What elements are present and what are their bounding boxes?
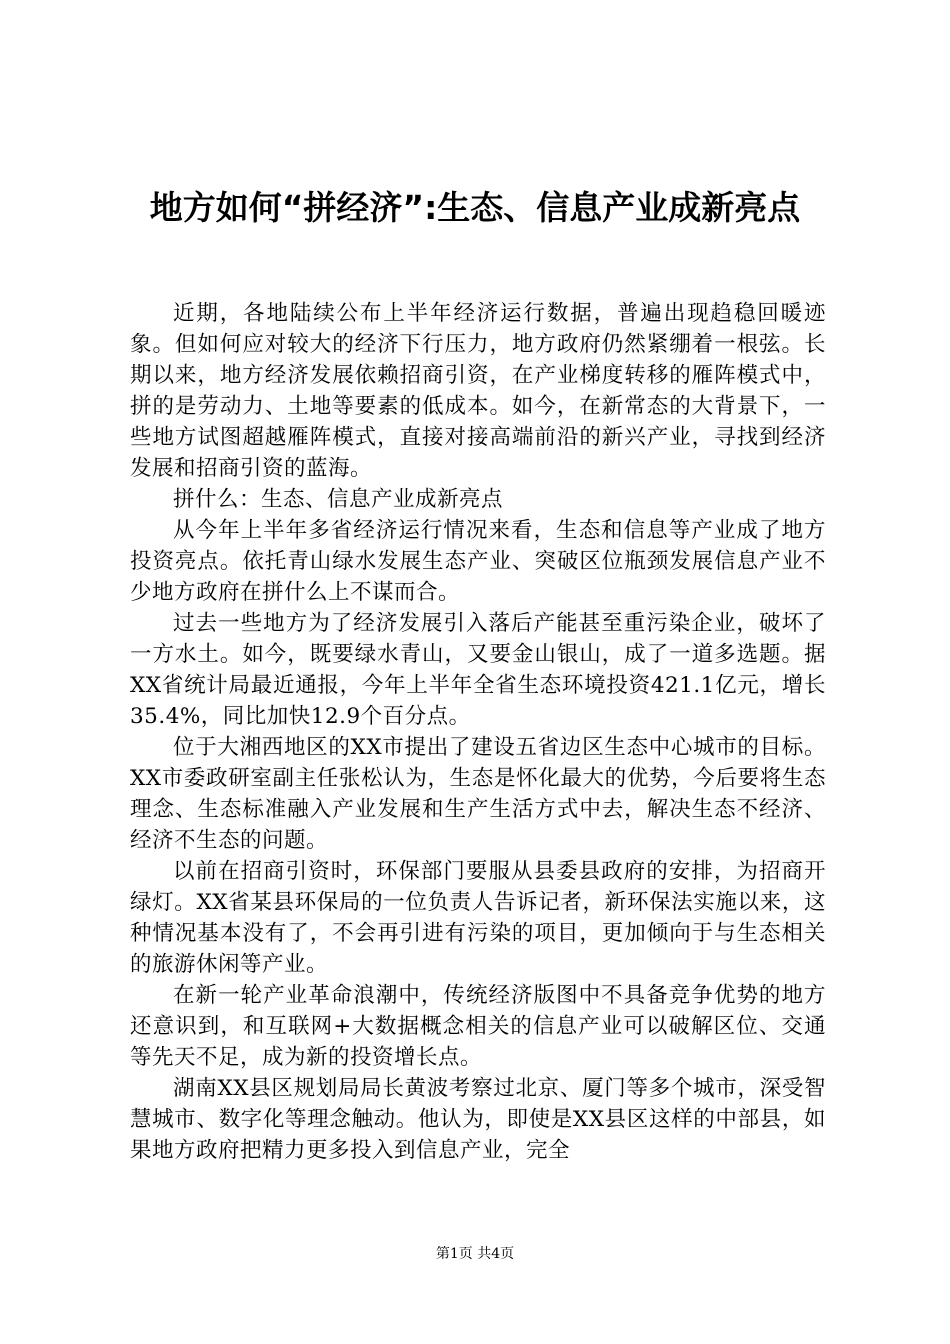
document-title: 地方如何“拼经济”:生态、信息产业成新亮点 — [149, 188, 801, 227]
paragraph: 近期，各地陆续公布上半年经济运行数据，普遍出现趋稳回暖迹象。但如何应对较大的经济下行压力，地方政府仍然紧绷着一根弦。长期以来，地方经济发展依赖招商引资，在产业梯度转移的雁阵模式中，拼的是劳动力、土地等要素的低成本。如今，在新常态的大背景下，一些地方试图超越雁阵模式，直接对接高端前沿的新兴产业，寻找到经济发展和招商引资的蓝海。 — [130, 301, 826, 481]
paragraph: 从今年上半年多省经济运行情况来看，生态和信息等产业成了地方投资亮点。依托青山绿水发展生态产业、突破区位瓶颈发展信息产业不少地方政府在拼什么上不谋而合。 — [130, 518, 826, 605]
document-body — [130, 298, 826, 1166]
paragraph: 湖南XX县区规划局局长黄波考察过北京、厦门等多个城市，深受智慧城市、数字化等理念触动。他认为，即使是XX县区这样的中部县，如果地方政府把精力更多投入到信息产业，完全 — [130, 1076, 826, 1163]
paragraph: 位于大湘西地区的XX市提出了建设五省边区生态中心城市的目标。XX市委政研室副主任张松认为，生态是怀化最大的优势，今后要将生态理念、生态标准融入产业发展和生产生活方式中去，解决生态不经济、经济不生态的问题。 — [130, 735, 826, 853]
page-number-footer: 第1页 共4页 — [435, 1246, 515, 1262]
paragraph: 在新一轮产业革命浪潮中，传统经济版图中不具备竞争优势的地方还意识到，和互联网+大数据概念相关的信息产业可以破解区位、交通等先天不足，成为新的投资增长点。 — [130, 983, 826, 1070]
paragraph: 以前在招商引资时，环保部门要服从县委县政府的安排，为招商开绿灯。XX省某县环保局的一位负责人告诉记者，新环保法实施以来，这种情况基本没有了，不会再引进有污染的项目，更加倾向于与生态相关的旅游休闲等产业。 — [130, 859, 826, 977]
paragraph: 过去一些地方为了经济发展引入落后产能甚至重污染企业，破坏了一方水土。如今，既要绿水青山，又要金山银山，成了一道多选题。据XX省统计局最近通报，今年上半年全省生态环境投资421.1亿元，增长35.4%，同比加快12.9个百分点。 — [130, 611, 826, 729]
section-heading: 拼什么：生态、信息产业成新亮点 — [173, 487, 504, 512]
